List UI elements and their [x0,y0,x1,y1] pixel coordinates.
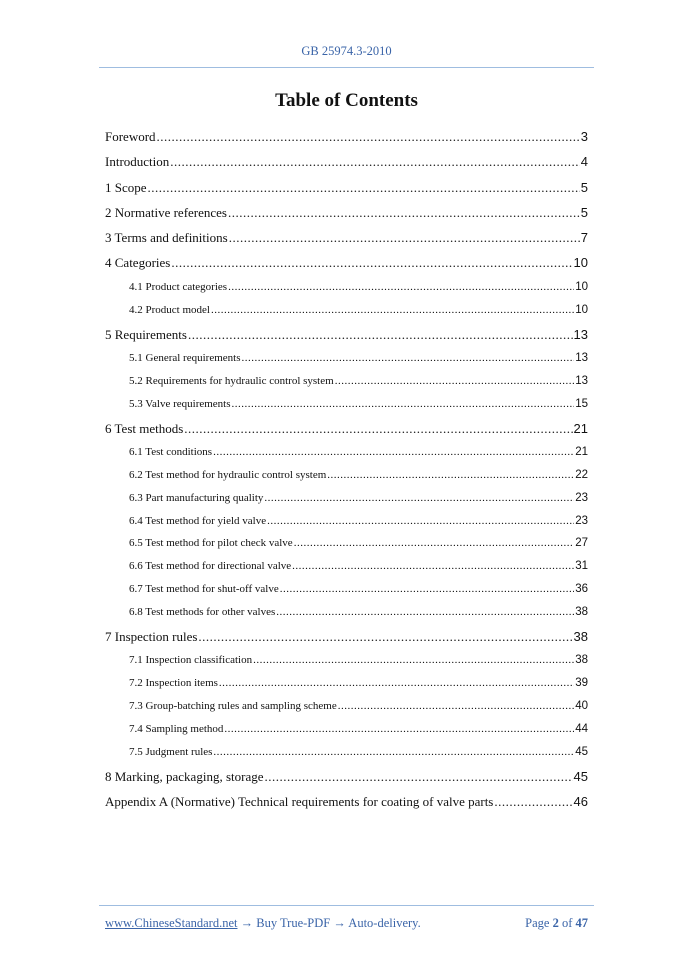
header-divider [99,67,594,68]
toc-entry-page: 46 [573,794,588,809]
toc-entry-page: 44 [575,722,588,735]
toc-entry[interactable] [105,347,588,370]
page-footer [105,916,588,931]
footer-promo [105,916,421,931]
toc-entry-title: 7.1 Inspection classification [129,654,253,667]
dot-leader [157,124,580,149]
dot-leader [264,764,572,789]
toc-entry[interactable] [105,464,588,487]
toc-entry-page: 45 [575,745,588,758]
toc-entry-title: 6.1 Test conditions [129,445,213,458]
toc-entry-page: 5 [580,204,588,220]
toc-entry-page: 15 [575,397,588,410]
toc-entry-title: 7 Inspection rules [105,628,198,644]
dot-leader [213,441,574,464]
toc-entry[interactable] [105,299,588,322]
toc-entry[interactable] [105,250,588,275]
toc-entry[interactable] [105,601,588,624]
dot-leader [267,510,574,533]
toc-entry[interactable] [105,225,588,250]
dot-leader [294,532,575,555]
toc-entry[interactable] [105,370,588,393]
page-of: of [561,916,573,930]
toc-entry-title: 6.6 Test method for directional valve [129,560,292,573]
footer-promo-text: → Buy True-PDF → Auto-delivery. [240,916,421,930]
dot-leader [188,322,573,347]
page-title: Table of Contents [275,90,418,111]
dot-leader [494,789,572,814]
toc-entry-title: 6.8 Test methods for other valves [129,606,276,619]
toc-entry-title: 6.4 Test method for yield valve [129,514,267,527]
toc-entry-title: 5 Requirements [105,326,187,342]
page-number [525,916,588,931]
table-of-contents [105,124,588,814]
toc-entry-title: 6.7 Test method for shut-off valve [129,583,279,596]
dot-leader [229,225,580,250]
toc-entry-title: 7.3 Group-batching rules and sampling scheme [129,700,337,713]
toc-entry[interactable] [105,672,588,695]
toc-entry-page: 13 [575,351,588,364]
toc-entry-page: 23 [575,514,588,527]
dot-leader [253,649,574,672]
toc-entry-title: 7.2 Inspection items [129,677,218,690]
dot-leader [292,555,574,578]
toc-entry-page: 31 [575,560,588,573]
dot-leader [198,624,572,649]
dot-leader [276,601,574,624]
toc-entry-page: 21 [575,445,588,458]
dot-leader [211,299,574,322]
toc-entry[interactable] [105,741,588,764]
toc-entry[interactable] [105,510,588,533]
dot-leader [241,347,574,370]
toc-entry-page: 13 [575,374,588,387]
toc-entry[interactable] [105,624,588,649]
toc-entry[interactable] [105,200,588,225]
toc-entry-title: 5.3 Valve requirements [129,397,231,410]
toc-entry[interactable] [105,764,588,789]
page-total: 47 [575,916,588,930]
dot-leader [170,149,580,174]
toc-entry-title: 5.2 Requirements for hydraulic control system [129,374,334,387]
toc-entry-title: 7.5 Judgment rules [129,745,213,758]
toc-entry-title: Appendix A (Normative) Technical requirements for coating of valve parts [105,794,494,809]
toc-entry-title: 5.1 General requirements [129,351,241,364]
toc-entry-page: 40 [575,700,588,713]
toc-entry-title: 3 Terms and definitions [105,230,228,246]
dot-leader [264,487,574,510]
toc-entry-page: 38 [573,628,588,644]
dot-leader [171,250,572,275]
dot-leader [148,175,580,200]
toc-entry[interactable] [105,649,588,672]
toc-entry-title: 4 Categories [105,255,171,271]
toc-entry[interactable] [105,149,588,174]
dot-leader [338,695,574,718]
dot-leader [335,370,575,393]
toc-entry[interactable] [105,487,588,510]
toc-entry-page: 38 [575,654,588,667]
toc-entry-page: 21 [573,420,588,436]
toc-entry-page: 13 [573,326,588,342]
toc-entry[interactable] [105,555,588,578]
toc-entry-page: 39 [575,677,588,690]
toc-entry-title: 6 Test methods [105,420,184,436]
toc-entry-page: 36 [575,583,588,596]
toc-entry-title: Foreword [105,129,156,144]
toc-entry[interactable] [105,393,588,416]
dot-leader [184,416,572,441]
toc-entry-page: 4 [580,154,588,170]
website-link[interactable]: www.ChineseStandard.net [105,916,238,930]
toc-entry-title: 7.4 Sampling method [129,722,224,735]
toc-entry-page: 45 [573,768,588,784]
page-word: Page [525,916,550,930]
toc-entry-page: 3 [580,129,588,144]
toc-entry-page: 10 [575,280,588,293]
toc-entry[interactable] [105,789,588,814]
dot-leader [224,718,574,741]
dot-leader [327,464,574,487]
toc-entry[interactable] [105,322,588,347]
toc-entry[interactable] [105,578,588,601]
toc-entry-title: 6.3 Part manufacturing quality [129,491,264,504]
toc-entry-title: 2 Normative references [105,204,227,220]
toc-entry-page: 27 [575,537,588,550]
dot-leader [280,578,574,601]
toc-entry[interactable] [105,175,588,200]
toc-entry-page: 10 [575,303,588,316]
toc-entry[interactable] [105,695,588,718]
dot-leader [232,393,575,416]
toc-entry[interactable] [105,276,588,299]
toc-entry-page: 23 [575,491,588,504]
dot-leader [213,741,574,764]
toc-entry-page: 10 [573,255,588,271]
toc-entry[interactable] [105,416,588,441]
toc-entry[interactable] [105,124,588,149]
toc-entry-page: 7 [580,230,588,246]
toc-entry-page: 38 [575,606,588,619]
toc-entry[interactable] [105,532,588,555]
toc-entry-title: Introduction [105,154,170,170]
page-current: 2 [552,916,559,930]
toc-entry-title: 6.5 Test method for pilot check valve [129,537,293,550]
dot-leader [228,276,574,299]
toc-entry[interactable] [105,441,588,464]
footer-divider [99,905,594,906]
toc-entry-page: 5 [580,179,588,195]
toc-entry-title: 4.2 Product model [129,303,210,316]
toc-entry-title: 4.1 Product categories [129,280,228,293]
running-header: GB 25974.3-2010 [301,44,392,58]
toc-entry-title: 6.2 Test method for hydraulic control system [129,468,327,481]
toc-entry-page: 22 [575,468,588,481]
toc-entry[interactable] [105,718,588,741]
toc-entry-title: 1 Scope [105,179,147,195]
toc-entry-title: 8 Marking, packaging, storage [105,768,264,784]
dot-leader [219,672,574,695]
dot-leader [228,200,580,225]
